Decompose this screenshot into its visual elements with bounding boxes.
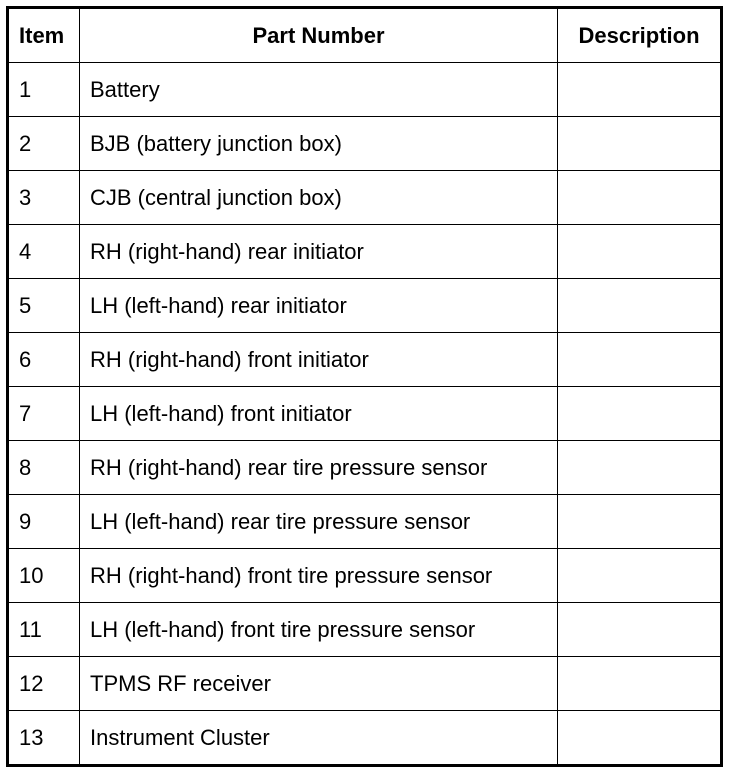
description-cell: [558, 549, 722, 603]
table-row: [8, 333, 722, 387]
table-row: [8, 63, 722, 117]
table-row: [8, 711, 722, 766]
table-row: [8, 387, 722, 441]
part-number-cell: TPMS RF receiver: [80, 657, 558, 711]
header-row: [8, 8, 722, 63]
description-cell: [558, 63, 722, 117]
table-row: [8, 117, 722, 171]
table-row: [8, 171, 722, 225]
description-cell: [558, 657, 722, 711]
item-cell: 1: [8, 63, 80, 117]
table-row: [8, 279, 722, 333]
part-number-cell: BJB (battery junction box): [80, 117, 558, 171]
part-number-cell: RH (right-hand) front initiator: [80, 333, 558, 387]
item-cell: 10: [8, 549, 80, 603]
part-number-cell: Instrument Cluster: [80, 711, 558, 766]
item-cell: 4: [8, 225, 80, 279]
item-cell: 7: [8, 387, 80, 441]
description-cell: [558, 279, 722, 333]
table-row: [8, 441, 722, 495]
item-cell: 12: [8, 657, 80, 711]
part-number-cell: RH (right-hand) front tire pressure sensor: [80, 549, 558, 603]
part-number-cell: LH (left-hand) rear tire pressure sensor: [80, 495, 558, 549]
description-cell: [558, 387, 722, 441]
item-cell: 13: [8, 711, 80, 766]
part-number-cell: RH (right-hand) rear tire pressure sensor: [80, 441, 558, 495]
description-cell: [558, 711, 722, 766]
table-row: [8, 603, 722, 657]
table-row: [8, 657, 722, 711]
table-row: [8, 495, 722, 549]
part-number-cell: CJB (central junction box): [80, 171, 558, 225]
part-number-cell: RH (right-hand) rear initiator: [80, 225, 558, 279]
description-cell: [558, 603, 722, 657]
header-part-number: Part Number: [80, 8, 558, 63]
item-cell: 6: [8, 333, 80, 387]
item-cell: 8: [8, 441, 80, 495]
part-number-cell: Battery: [80, 63, 558, 117]
description-cell: [558, 171, 722, 225]
description-cell: [558, 495, 722, 549]
header-description: Description: [558, 8, 722, 63]
part-number-cell: LH (left-hand) front initiator: [80, 387, 558, 441]
item-cell: 9: [8, 495, 80, 549]
part-number-cell: LH (left-hand) rear initiator: [80, 279, 558, 333]
header-item: Item: [8, 8, 80, 63]
description-cell: [558, 225, 722, 279]
parts-table: [6, 6, 723, 767]
description-cell: [558, 117, 722, 171]
description-cell: [558, 333, 722, 387]
description-cell: [558, 441, 722, 495]
table-row: [8, 225, 722, 279]
item-cell: 2: [8, 117, 80, 171]
item-cell: 5: [8, 279, 80, 333]
table-row: [8, 549, 722, 603]
item-cell: 3: [8, 171, 80, 225]
item-cell: 11: [8, 603, 80, 657]
part-number-cell: LH (left-hand) front tire pressure sensor: [80, 603, 558, 657]
